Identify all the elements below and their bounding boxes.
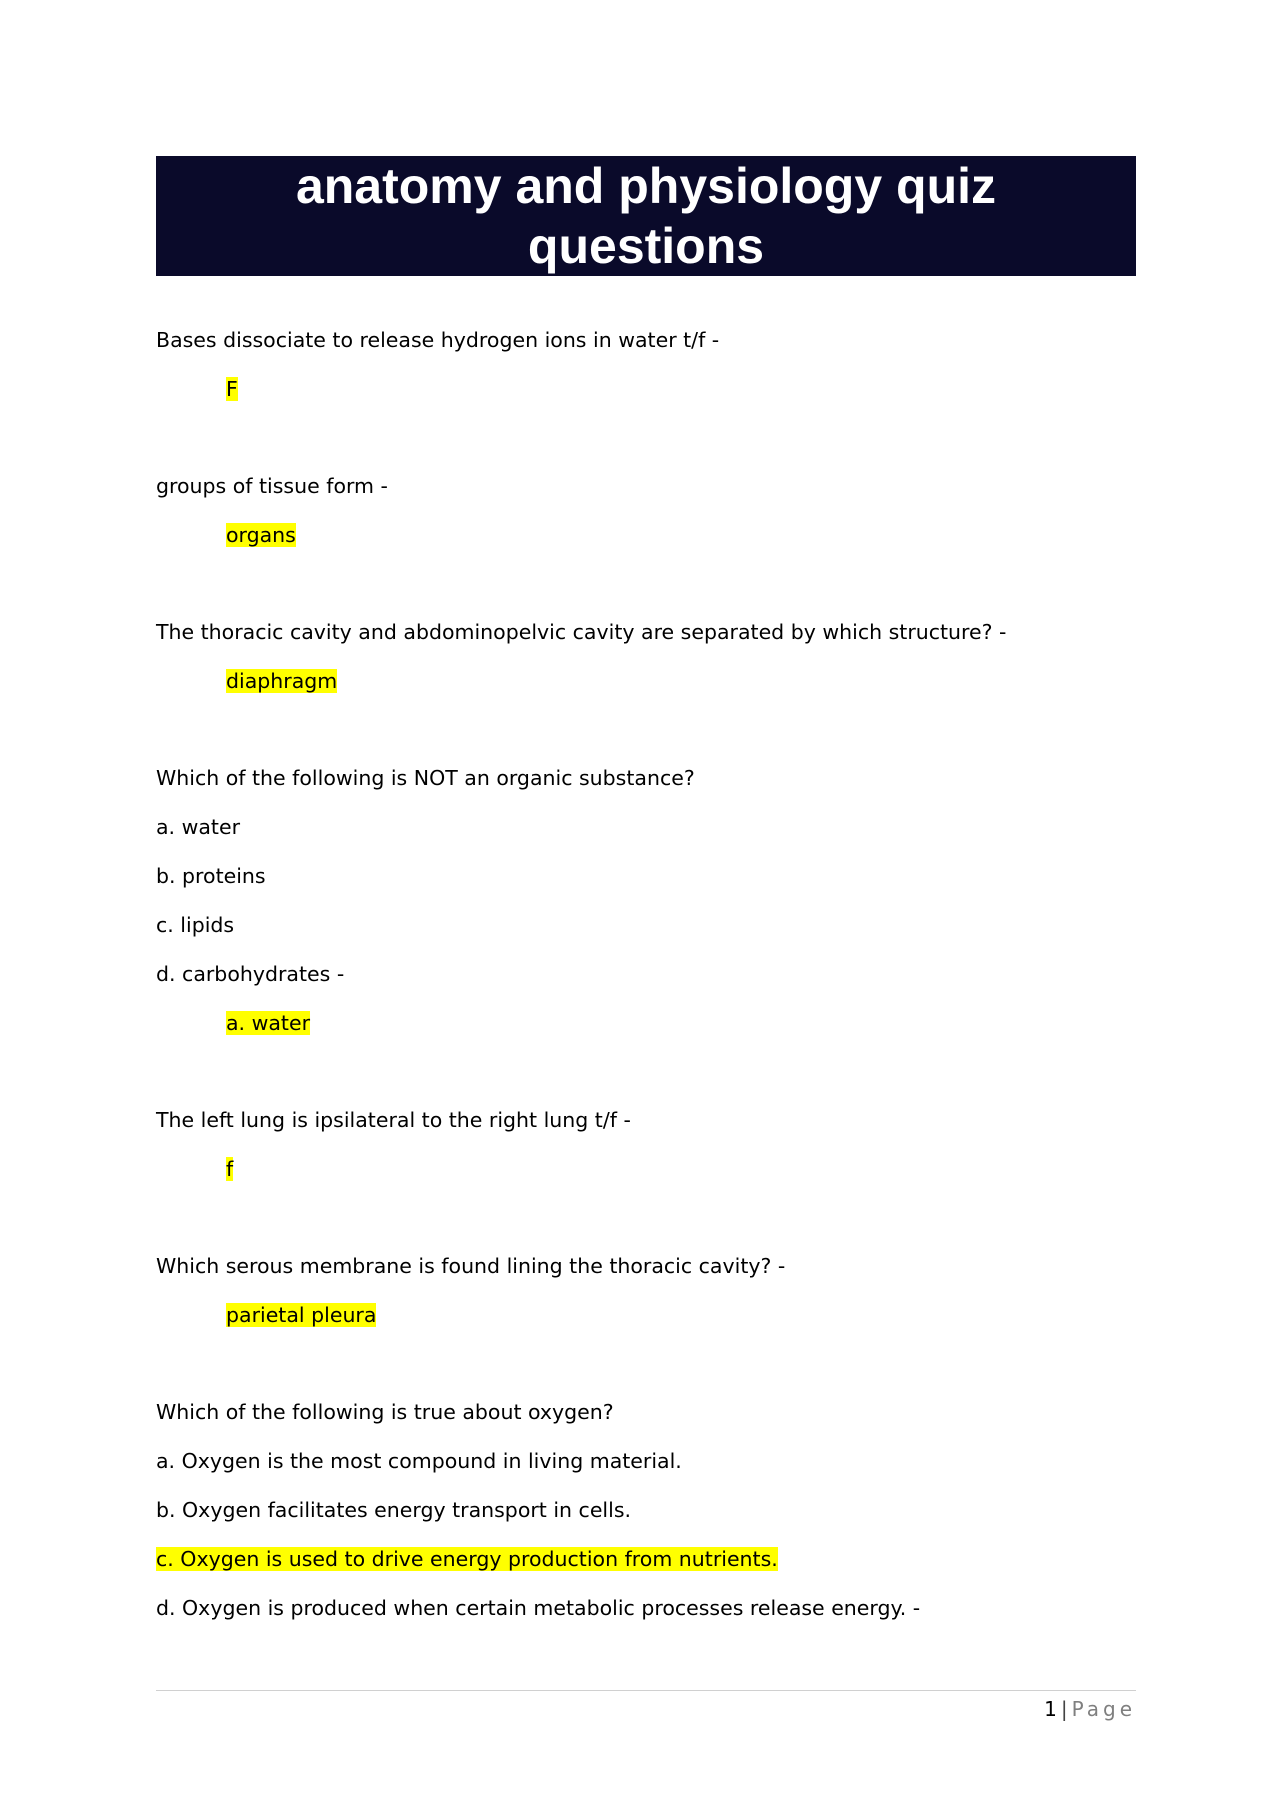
spacer [156, 566, 1136, 614]
footer-divider [156, 1690, 1136, 1691]
question-7-option-a: a. Oxygen is the most compound in living material. [156, 1449, 682, 1473]
spacer [156, 1346, 1136, 1394]
question-6-text: Which serous membrane is found lining the thoracic cavity? - [156, 1254, 786, 1278]
answer-highlight: c. Oxygen is used to drive energy production from nutrients. [156, 1547, 778, 1571]
question-6-answer [156, 1297, 1136, 1346]
question-5-answer [156, 1151, 1136, 1200]
question-5-text: The left lung is ipsilateral to the right lung t/f - [156, 1108, 631, 1132]
question-2-text: groups of tissue form - [156, 474, 388, 498]
question-4-option-d: d. carbohydrates - [156, 962, 345, 986]
question-4-text: Which of the following is NOT an organic substance? [156, 766, 695, 790]
question-7-option-b: b. Oxygen facilitates energy transport in cells. [156, 1498, 632, 1522]
question-1-answer [156, 371, 1136, 420]
page-number-value: 1 [1044, 1697, 1057, 1721]
question-2-answer [156, 517, 1136, 566]
question-3-text: The thoracic cavity and abdominopelvic cavity are separated by which structure? - [156, 620, 1007, 644]
document-title-line-2: questions [527, 218, 765, 274]
spacer [156, 1054, 1136, 1102]
question-7-option-c [156, 1541, 1136, 1590]
question-4-option-c: c. lipids [156, 913, 235, 937]
spacer [156, 712, 1136, 760]
page-number-separator: | [1060, 1697, 1068, 1721]
spacer [156, 1200, 1136, 1248]
document-title-banner [156, 156, 1136, 276]
answer-highlight: f [226, 1157, 234, 1181]
question-7-option-d: d. Oxygen is produced when certain metabolic processes release energy. - [156, 1596, 921, 1620]
page-number [156, 1694, 1136, 1724]
document-title-line-1: anatomy and physiology quiz [295, 158, 997, 214]
question-4-option-b: b. proteins [156, 864, 266, 888]
answer-highlight: F [226, 377, 238, 401]
spacer [156, 420, 1136, 468]
answer-highlight: a. water [226, 1011, 311, 1035]
question-1-text: Bases dissociate to release hydrogen ions in water t/f - [156, 328, 720, 352]
answer-highlight: organs [226, 523, 296, 547]
question-4-option-a: a. water [156, 815, 241, 839]
answer-highlight: diaphragm [226, 669, 338, 693]
answer-highlight: parietal pleura [226, 1303, 377, 1327]
quiz-content [156, 322, 1136, 1639]
question-7-text: Which of the following is true about oxygen? [156, 1400, 614, 1424]
question-3-answer [156, 663, 1136, 712]
page-number-label: Page [1071, 1697, 1136, 1721]
question-4-answer [156, 1005, 1136, 1054]
